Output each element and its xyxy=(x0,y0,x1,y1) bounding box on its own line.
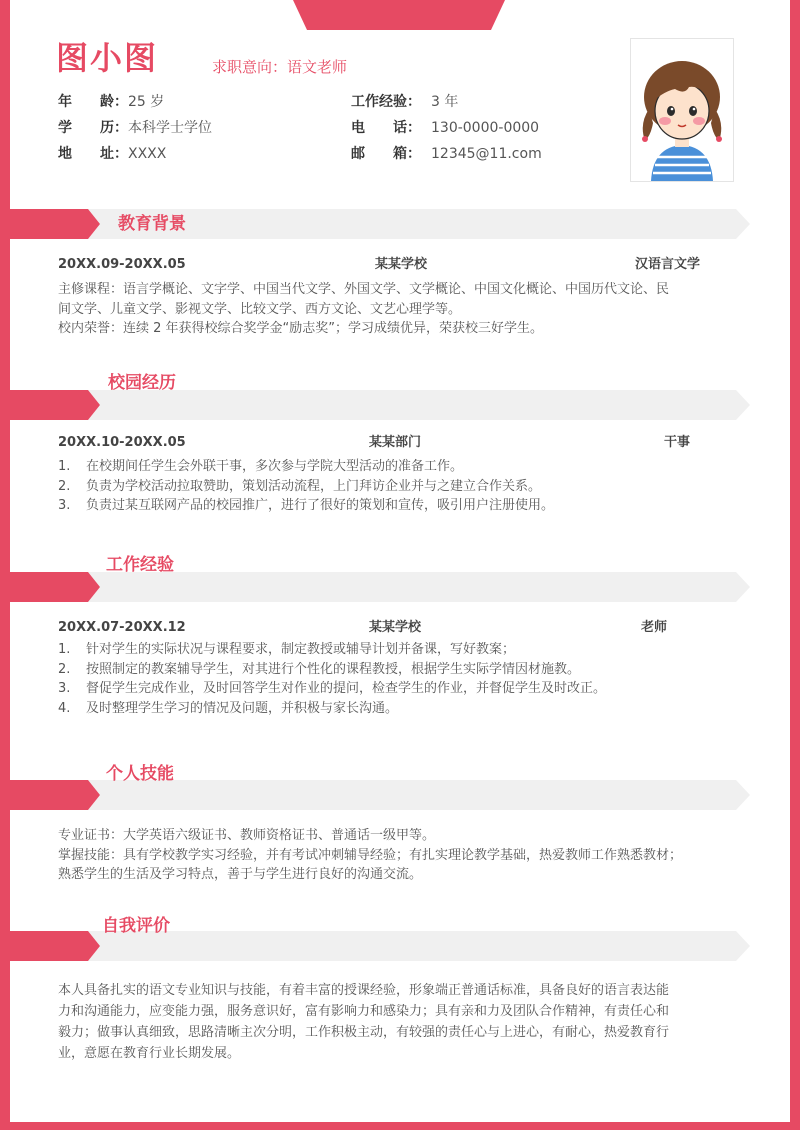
education-line: 主修课程：语言学概论、文字学、中国当代文学、外国文学、文学概论、中国文化概论、中国历代文论、民 xyxy=(58,282,670,297)
list-number: 2. xyxy=(58,661,71,677)
list-number: 4. xyxy=(58,700,71,716)
section-title-self: 自我评价 xyxy=(102,916,170,936)
list-item xyxy=(58,640,752,660)
info-label: 工作经验： xyxy=(351,94,421,110)
skills-line: 掌握技能：具有学校教学实习经验，并有考试冲刺辅导经验；有扎实理论教学基础，热爱教师工作熟悉教材； xyxy=(58,847,683,863)
info-education xyxy=(58,118,212,138)
list-number: 2. xyxy=(58,478,71,494)
info-label: 学 历： xyxy=(58,120,128,136)
list-text: 负责为学校活动拉取赞助，策划活动流程，上门拜访企业并与之建立合作关系。 xyxy=(86,478,542,494)
list-text: 及时整理学生学习的情况及问题，并积极与家长沟通。 xyxy=(86,700,399,716)
section-title-campus: 校园经历 xyxy=(108,373,176,393)
list-item xyxy=(58,477,752,497)
info-label: 年 龄： xyxy=(58,94,128,110)
section-title-skills: 个人技能 xyxy=(106,764,174,784)
education-date: 20XX.09-20XX.05 xyxy=(58,257,186,272)
list-text: 按照制定的教案辅导学生，对其进行个性化的课程教授，根据学生实际学情因材施教。 xyxy=(86,661,581,677)
work-list xyxy=(58,640,752,718)
info-label: 地 址： xyxy=(58,146,128,162)
info-label: 电 话： xyxy=(351,120,421,136)
job-intent-label: 求职意向： xyxy=(212,58,288,76)
education-line: 校内荣誉：连续 2 年获得校综合奖学金“励志奖”；学习成绩优异，荣获校三好学生。 xyxy=(58,321,544,336)
list-number: 1. xyxy=(58,459,71,474)
info-value: 130-0000-0000 xyxy=(431,120,540,136)
campus-list xyxy=(58,457,752,516)
info-value: XXXX xyxy=(128,146,167,162)
self-line: 毅力；做事认真细致，思路清晰主次分明，工作积极主动，有较强的责任心与上进心，有耐心，热爱教育行 xyxy=(58,1025,670,1040)
education-line: 间文学、儿童文学、影视文学、比较文学、西方文论、文艺心理学等。 xyxy=(58,301,462,317)
info-address xyxy=(58,144,166,164)
list-item xyxy=(58,699,752,719)
education-school: 某某学校 xyxy=(375,257,428,272)
campus-date: 20XX.10-20XX.05 xyxy=(58,435,186,450)
section-band-education xyxy=(0,209,750,239)
info-phone xyxy=(351,118,539,138)
education-details xyxy=(58,280,752,339)
list-item xyxy=(58,496,752,516)
work-role: 老师 xyxy=(641,620,668,635)
self-line: 本人具备扎实的语文专业知识与技能，有着丰富的授课经验，形象端正普通话标准，具备良好的语言表达能 xyxy=(58,983,670,998)
cartoon-girl-avatar-icon xyxy=(631,39,733,181)
job-intent-value: 语文老师 xyxy=(287,58,348,76)
campus-org: 某某部门 xyxy=(369,435,422,450)
info-email xyxy=(351,144,542,164)
section-title-education: 教育背景 xyxy=(118,214,186,234)
job-intent xyxy=(212,57,347,77)
section-title-work: 工作经验 xyxy=(106,555,174,575)
list-item xyxy=(58,679,752,699)
info-label: 邮 箱： xyxy=(351,146,421,162)
education-major: 汉语言文学 xyxy=(635,257,701,272)
info-value: 25 岁 xyxy=(128,94,165,110)
list-number: 1. xyxy=(58,642,71,657)
profile-photo xyxy=(630,38,734,182)
right-border xyxy=(790,0,800,1130)
campus-role: 干事 xyxy=(664,435,691,450)
list-text: 负责过某互联网产品的校园推广，进行了很好的策划和宣传，吸引用户注册使用。 xyxy=(86,498,555,513)
skills-line: 专业证书：大学英语六级证书、教师资格证书、普通话一级甲等。 xyxy=(58,828,436,843)
info-value: 本科学士学位 xyxy=(128,120,212,136)
list-number: 3. xyxy=(58,681,71,696)
self-details xyxy=(58,980,752,1064)
candidate-name: 图小图 xyxy=(56,39,159,77)
self-line: 业，意愿在教育行业长期发展。 xyxy=(58,1046,241,1061)
skills-details xyxy=(58,826,752,885)
list-item xyxy=(58,660,752,680)
work-date: 20XX.07-20XX.12 xyxy=(58,620,186,635)
list-item xyxy=(58,457,752,477)
info-value: 12345@11.com xyxy=(431,146,542,162)
info-age xyxy=(58,92,164,112)
top-tab-decoration xyxy=(293,0,505,30)
list-text: 督促学生完成作业，及时回答学生对作业的提问，检查学生的作业，并督促学生及时改正。 xyxy=(86,681,607,696)
skills-line: 熟悉学生的生活及学习特点，善于与学生进行良好的沟通交流。 xyxy=(58,867,423,882)
list-text: 针对学生的实际状况与课程要求，制定教授或辅导计划并备课，写好教案； xyxy=(86,642,516,657)
list-number: 3. xyxy=(58,498,71,513)
bottom-border xyxy=(0,1122,800,1130)
info-value: 3 年 xyxy=(431,94,459,110)
self-line: 力和沟通能力，应变能力强，服务意识好，富有影响力和感染力；具有亲和力及团队合作精神，有责任心和 xyxy=(58,1004,670,1019)
info-experience xyxy=(351,92,458,112)
list-text: 在校期间任学生会外联干事，多次参与学院大型活动的准备工作。 xyxy=(86,459,464,474)
work-org: 某某学校 xyxy=(369,620,422,635)
